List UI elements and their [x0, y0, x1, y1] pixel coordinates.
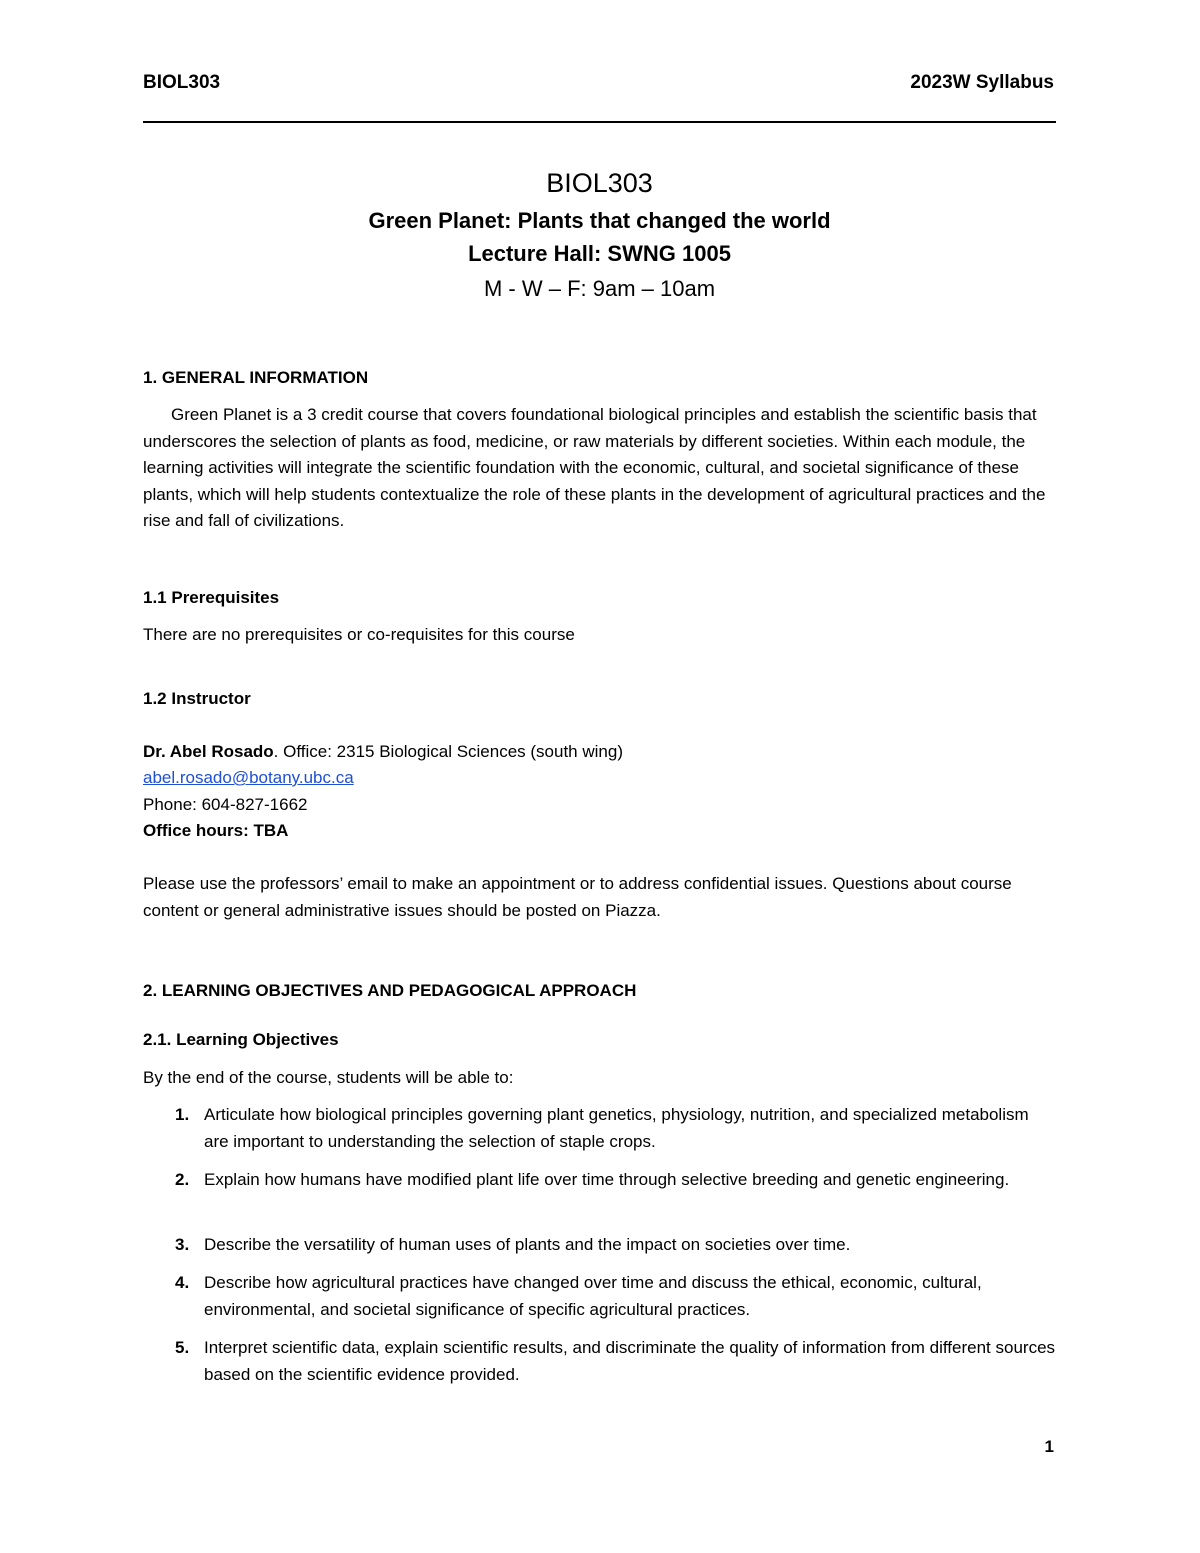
section-heading-general-information: 1. GENERAL INFORMATION	[143, 368, 369, 387]
instructor-name: Dr. Abel Rosado	[143, 742, 274, 761]
list-item-number: 5.	[175, 1338, 190, 1357]
header-term: 2023W Syllabus	[910, 72, 1054, 93]
list-item-text: Explain how humans have modified plant life over time through selective breeding and genetic engineering.	[204, 1170, 1010, 1189]
list-item-text: Describe the versatility of human uses of plants and the impact on societies over time.	[204, 1235, 851, 1254]
course-title: Green Planet: Plants that changed the world	[368, 208, 831, 233]
list-item-number: 4.	[175, 1273, 190, 1292]
prerequisites-text: There are no prerequisites or co-requisites for this course	[143, 625, 575, 644]
objectives-intro: By the end of the course, students will be able to:	[143, 1068, 514, 1087]
section-heading-learning-objectives: 2. LEARNING OBJECTIVES AND PEDAGOGICAL APPROACH	[143, 981, 637, 1000]
list-item-text: Interpret scientific data, explain scientific results, and discriminate the quality of information from different sources based on the scientific evidence provided.	[204, 1338, 1056, 1384]
general-information-paragraph: Green Planet is a 3 credit course that covers foundational biological principles and establish the scientific basis that underscores the selection of plants as food, medicine, or raw materials by different societies. Within each module, the learning activities will integrate the scientific foundation with the economic, cultural, and societal significance of these plants, which will help students contextualize the role of these plants in the development of agricultural practices and the rise and fall of civilizations.	[143, 405, 1046, 530]
section-heading-instructor: 1.2 Instructor	[143, 689, 251, 708]
section-heading-prerequisites: 1.1 Prerequisites	[143, 588, 280, 607]
list-item-number: 1.	[175, 1105, 190, 1124]
list-item-number: 2.	[175, 1170, 190, 1189]
instructor-office-hours: Office hours: TBA	[143, 821, 289, 840]
header-divider	[143, 121, 1056, 123]
instructor-email-line	[143, 765, 1056, 792]
instructor-phone: Phone: 604-827-1662	[143, 795, 308, 814]
list-item-text: Articulate how biological principles governing plant genetics, physiology, nutrition, and specialized metabolism are important to understanding the selection of staple crops.	[204, 1105, 1029, 1151]
instructor-email-link[interactable]: abel.rosado@botany.ubc.ca	[143, 768, 354, 787]
page-number: 1	[1044, 1437, 1054, 1456]
course-code-title: BIOL303	[546, 168, 653, 198]
instructor-note: Please use the professors’ email to make an appointment or to address confidential issues. Questions about course content or general administrative issues should be posted on Piazza.	[143, 874, 1012, 920]
subheading-learning-objectives: 2.1. Learning Objectives	[143, 1030, 339, 1049]
lecture-hall: Lecture Hall: SWNG 1005	[468, 241, 731, 266]
instructor-line	[143, 739, 1056, 766]
header-course-code: BIOL303	[143, 72, 221, 93]
list-item-text: Describe how agricultural practices have changed over time and discuss the ethical, economic, cultural, environmental, and societal significance of specific agricultural practices.	[204, 1273, 982, 1319]
instructor-office: . Office: 2315 Biological Sciences (south wing)	[273, 742, 623, 761]
lecture-schedule: M - W – F: 9am – 10am	[483, 276, 716, 301]
list-item-number: 3.	[175, 1235, 190, 1254]
